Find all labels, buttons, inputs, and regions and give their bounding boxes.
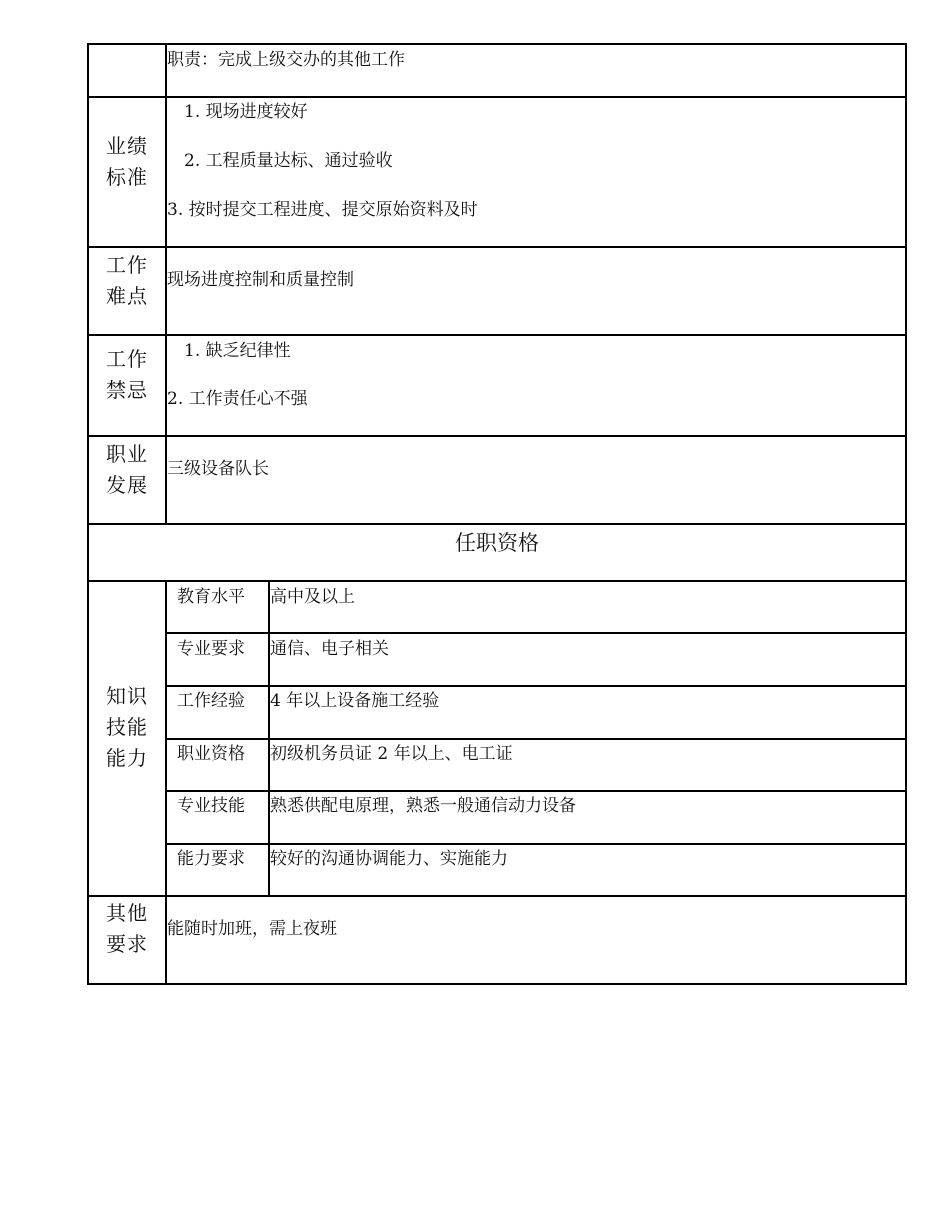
- performance-label-line2: 标准: [106, 165, 148, 189]
- performance-item: 2. 工程质量达标、通过验收: [184, 151, 393, 171]
- row-separator: [87, 523, 907, 525]
- difficulty-label-line2: 难点: [106, 284, 148, 308]
- career-label-line2: 发展: [106, 473, 148, 497]
- qualification-item-value: 较好的沟通协调能力、实施能力: [270, 849, 508, 869]
- other-label-line2: 要求: [106, 932, 148, 956]
- row-separator: [87, 580, 907, 582]
- difficulty-text: 现场进度控制和质量控制: [167, 270, 354, 290]
- qualification-item-name: 教育水平: [177, 587, 245, 607]
- qualification-group-label-line2: 技能: [106, 715, 148, 739]
- qualification-item-value: 通信、电子相关: [270, 639, 389, 659]
- difficulty-label-line1: 工作: [106, 253, 148, 277]
- row-separator: [87, 334, 907, 336]
- performance-item: 3. 按时提交工程进度、提交原始资料及时: [167, 200, 478, 220]
- qualification-item-value: 熟悉供配电原理，熟悉一般通信动力设备: [270, 796, 576, 816]
- performance-item: 1. 现场进度较好: [184, 102, 308, 122]
- table-border-top: [87, 43, 907, 45]
- duties-text: 职责：完成上级交办的其他工作: [167, 50, 405, 70]
- performance-label: [88, 131, 166, 193]
- qualification-title: 任职资格: [455, 531, 539, 555]
- taboo-label-line2: 禁忌: [106, 378, 148, 402]
- qualification-group-label: [88, 681, 166, 774]
- row-separator: [87, 96, 907, 98]
- qualification-item-value: 初级机务员证 2 年以上、电工证: [270, 744, 513, 764]
- qualification-item-name: 专业要求: [177, 639, 245, 659]
- taboo-label-line1: 工作: [106, 347, 148, 371]
- qualification-row-separator: [165, 790, 907, 792]
- qualification-row-separator: [165, 738, 907, 740]
- career-label-line1: 职业: [106, 442, 148, 466]
- career-text: 三级设备队长: [167, 459, 269, 479]
- taboo-label: [88, 344, 166, 406]
- qualification-group-label-line1: 知识: [106, 684, 148, 708]
- other-text: 能随时加班，需上夜班: [167, 919, 337, 939]
- other-label-line1: 其他: [106, 901, 148, 925]
- row-separator: [87, 246, 907, 248]
- table-border-bottom: [87, 983, 907, 985]
- qualification-item-name: 职业资格: [177, 744, 245, 764]
- qualification-item-name: 能力要求: [177, 849, 245, 869]
- qualification-item-name: 工作经验: [177, 691, 245, 711]
- performance-label-line1: 业绩: [106, 134, 148, 158]
- qualification-row-separator: [165, 685, 907, 687]
- qualification-item-value: 高中及以上: [270, 587, 355, 607]
- taboo-item: 1. 缺乏纪律性: [184, 341, 291, 361]
- row-separator: [87, 435, 907, 437]
- other-label: [88, 898, 166, 960]
- difficulty-label: [88, 250, 166, 312]
- career-label: [88, 439, 166, 501]
- row-separator: [87, 895, 907, 897]
- qualification-row-separator: [165, 632, 907, 634]
- taboo-item: 2. 工作责任心不强: [167, 389, 308, 409]
- qualification-group-label-line3: 能力: [106, 746, 148, 770]
- qualification-item-name: 专业技能: [177, 796, 245, 816]
- qualification-item-value: 4 年以上设备施工经验: [270, 691, 440, 711]
- qualification-row-separator: [165, 843, 907, 845]
